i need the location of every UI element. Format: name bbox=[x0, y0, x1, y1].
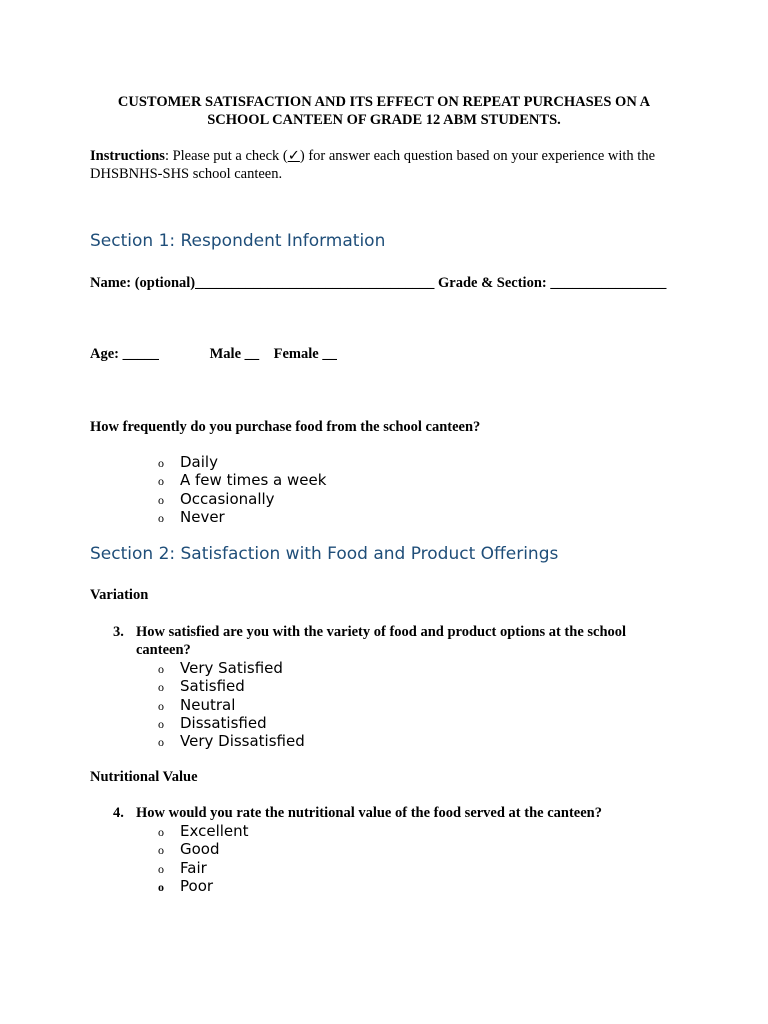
bullet-icon: o bbox=[158, 510, 164, 525]
option-occasionally[interactable] bbox=[158, 490, 326, 508]
checkmark-icon: ✓ bbox=[287, 148, 300, 164]
frequency-options bbox=[158, 453, 326, 526]
option-label: Occasionally bbox=[180, 489, 275, 508]
option-label: Daily bbox=[180, 453, 218, 471]
option-label: Fair bbox=[180, 858, 207, 877]
bullet-icon: o bbox=[158, 735, 164, 750]
option-good[interactable] bbox=[158, 840, 249, 858]
option-label: Dissatisfied bbox=[180, 713, 267, 732]
option-dissatisfied[interactable] bbox=[158, 714, 305, 732]
nutrition-rating-options bbox=[158, 822, 249, 895]
bullet-icon: o bbox=[158, 662, 164, 676]
instructions bbox=[90, 148, 690, 183]
instructions-text-before: : Please put a check ( bbox=[164, 148, 288, 164]
nutritional-value-subheading: Nutritional Value bbox=[90, 769, 198, 785]
option-label: Excellent bbox=[180, 822, 249, 840]
bullet-icon: o bbox=[158, 825, 164, 839]
frequency-question: How frequently do you purchase food from the school canteen? bbox=[90, 419, 481, 435]
option-never[interactable] bbox=[158, 508, 326, 526]
option-label: Poor bbox=[180, 876, 214, 895]
option-excellent[interactable] bbox=[158, 822, 249, 840]
option-very-dissatisfied[interactable] bbox=[158, 732, 305, 750]
option-daily[interactable] bbox=[158, 453, 326, 471]
option-fair[interactable] bbox=[158, 859, 249, 877]
question-number: 4. bbox=[113, 805, 124, 821]
option-poor[interactable] bbox=[158, 877, 249, 895]
bullet-icon: o bbox=[158, 716, 164, 731]
bullet-icon: o bbox=[158, 492, 164, 507]
bullet-icon: o bbox=[158, 879, 164, 894]
instructions-label: Instructions bbox=[90, 148, 165, 164]
question-text: How would you rate the nutritional value of the food served at the canteen? bbox=[136, 805, 602, 821]
bullet-icon: o bbox=[158, 843, 164, 858]
bullet-icon: o bbox=[158, 456, 164, 470]
question-text: How satisfied are you with the variety of food and product options at the school canteen? bbox=[136, 624, 627, 658]
bullet-icon: o bbox=[158, 474, 164, 489]
section-2-heading: Section 2: Satisfaction with Food and Product Offerings bbox=[90, 544, 559, 564]
option-satisfied[interactable] bbox=[158, 677, 305, 695]
option-label: Very Dissatisfied bbox=[180, 732, 305, 751]
option-label: A few times a week bbox=[180, 471, 327, 490]
section-1-heading: Section 1: Respondent Information bbox=[90, 231, 386, 251]
variety-satisfaction-options bbox=[158, 659, 305, 750]
option-few-times-a-week[interactable] bbox=[158, 471, 326, 489]
age-gender-line: Age: _____ Male __ Female __ bbox=[90, 346, 337, 362]
question-4 bbox=[113, 805, 673, 823]
question-3 bbox=[113, 624, 673, 659]
option-label: Very Satisfied bbox=[180, 659, 283, 677]
option-neutral[interactable] bbox=[158, 696, 305, 714]
document-title: CUSTOMER SATISFACTION AND ITS EFFECT ON REPEAT PURCHASES ON A SCHOOL CANTEEN OF GRADE 12 ABM STUDENTS. bbox=[117, 94, 651, 128]
bullet-icon: o bbox=[158, 861, 164, 876]
option-very-satisfied[interactable] bbox=[158, 659, 305, 677]
option-label: Neutral bbox=[180, 695, 236, 714]
option-label: Good bbox=[180, 840, 220, 859]
question-number: 3. bbox=[113, 624, 124, 640]
option-label: Never bbox=[180, 507, 225, 526]
name-grade-section-line: Name: (optional)_________________________________ Grade & Section: ________________ bbox=[90, 275, 667, 291]
option-label: Satisfied bbox=[180, 677, 245, 696]
bullet-icon: o bbox=[158, 680, 164, 695]
instructions-text-after: ) for answer each question based on your experience with the DHSBNHS-SHS school canteen. bbox=[90, 148, 656, 182]
variation-subheading: Variation bbox=[90, 587, 149, 603]
bullet-icon: o bbox=[158, 698, 164, 713]
